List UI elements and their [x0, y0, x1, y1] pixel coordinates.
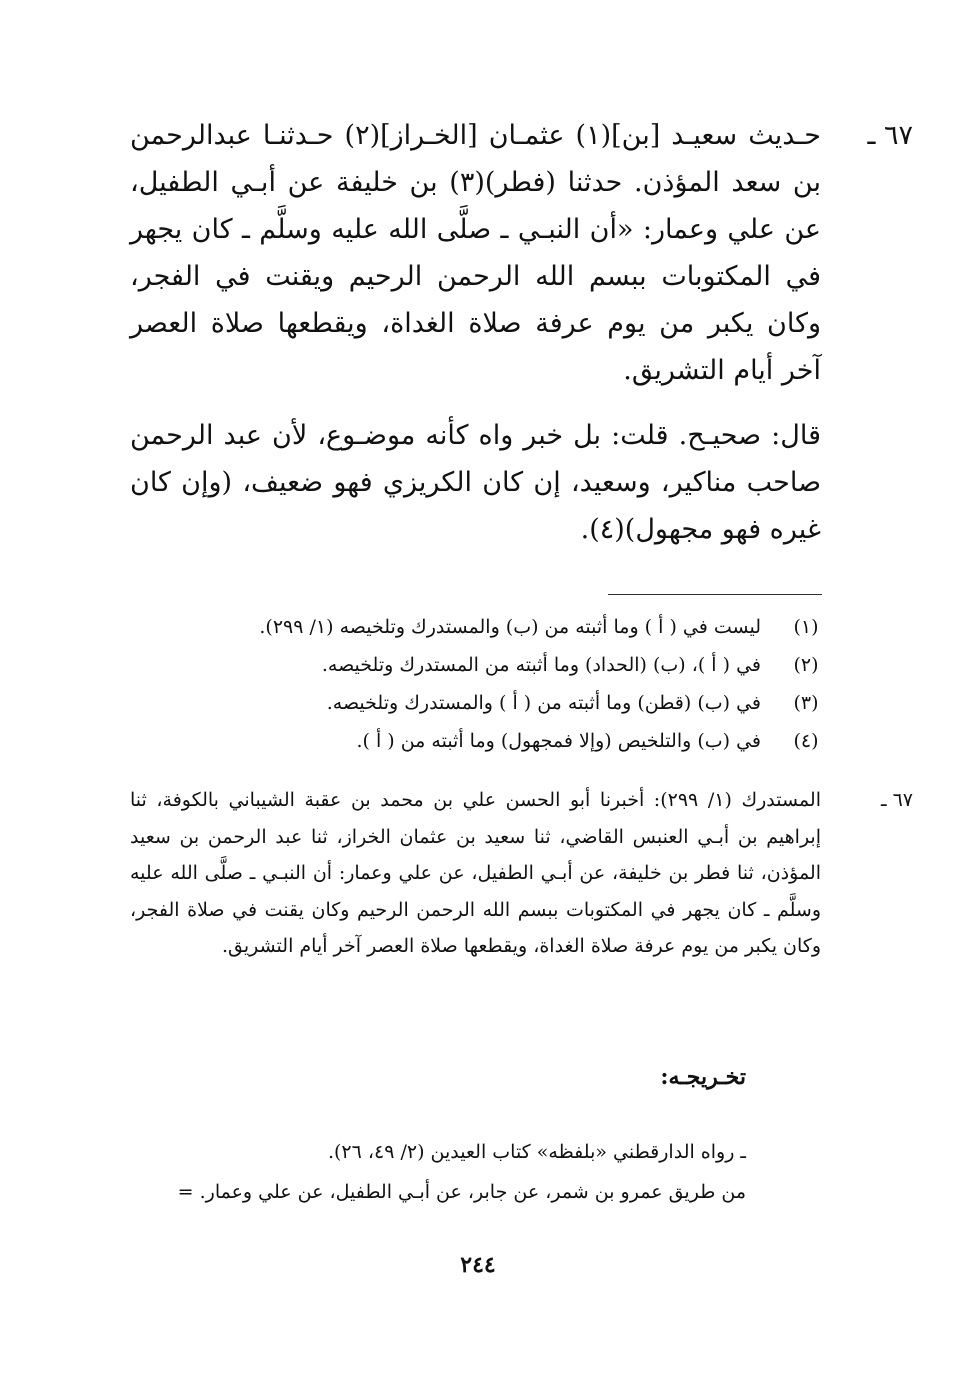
footnote-number: (٤) — [793, 730, 819, 752]
footnote-number: (٣) — [793, 692, 819, 714]
footnote — [130, 646, 826, 684]
takhrij-body — [100, 1132, 746, 1212]
hadith-paragraph — [130, 112, 913, 394]
comment-paragraph — [130, 412, 821, 553]
hadith-number: ٦٧ ـ — [867, 120, 913, 151]
footnote-text: ليست في ( أ ) وما أثبته من (ب) والمستدرك وتلخيصه (١/ ٢٩٩). — [259, 616, 761, 638]
takhrij-line: من طريق عمرو بن شمر، عن جابر، عن أبـي الطفيل، عن علي وعمار. = — [177, 1181, 746, 1203]
footnote-number: (٢) — [793, 654, 819, 676]
comment-text: قال: صحيـح. قلت: بل خبر واه كأنه موضـوع، لأن عبد الرحمن صاحب مناكير، وسعيد، إن كان الكريزي فهو ضعيف، (وإن كان غيره فهو مجهول)(٤). — [130, 420, 821, 545]
footnote — [130, 684, 826, 722]
footnote — [130, 608, 826, 646]
footnote-text: في (ب) والتلخيص (وإلا فمجهول) وما أثبته من ( أ ). — [356, 730, 761, 752]
source-paragraph — [130, 782, 913, 965]
takhrij-heading: تخـريجـه: — [660, 1064, 746, 1090]
footnote-text: في ( أ )، (ب) (الحداد) وما أثبته من المستدرك وتلخيصه. — [321, 654, 761, 676]
source-number: ٦٧ ـ — [880, 789, 913, 811]
footnote — [130, 722, 826, 760]
footnote-separator — [608, 594, 822, 595]
hadith-text: حـديث سعيـد [بن](١) عثمـان [الخـراز](٢) حـدثنـا عبدالرحمن بن سعد المؤذن. حدثنا (فطر)(٣) بن خليفة عن أبـي الطفيل، عن علي وعمار: «أن النبـي ـ صلَّى الله عليه وسلَّم ـ كان يجهر في المكتوبات ببسم الله الرحمن الرحيم ويقنت في الفجر، وكان يكبر من يوم عرفة صلاة الغداة، ويقطعها صلاة العصر آخر أيام التشريق. — [130, 120, 821, 386]
footnote-number: (١) — [793, 616, 819, 638]
footnote-text: في (ب) (قطن) وما أثبته من ( أ ) والمستدرك وتلخيصه. — [326, 692, 761, 714]
takhrij-line: ـ رواه الدارقطني «بلفظه» كتاب العيدين (٢/ ٤٩، ٢٦). — [327, 1141, 746, 1163]
page-number: ٢٤٤ — [460, 1252, 496, 1278]
source-text: المستدرك (١/ ٢٩٩): أخبرنا أبو الحسن علي بن محمد بن عقبة الشيباني بالكوفة، ثنا إبراهيم بن أبـي العنبس القاضي، ثنا سعيد بن عثمان الخراز، ثنا عبد الرحمن بن سعيد المؤذن، ثنا فطر بن خليفة، عن أبـي الطفيل، عن علي وعمار: أن النبـي ـ صلَّى الله عليه وسلَّم ـ كان يجهر في المكتوبات ببسم الله الرحمن الرحيم وكان يقنت في صلاة الفجر، وكان يكبر من يوم عرفة صلاة الغداة، ويقطعها صلاة العصر آخر أيام التشريق. — [130, 789, 821, 957]
footnotes — [130, 608, 826, 760]
